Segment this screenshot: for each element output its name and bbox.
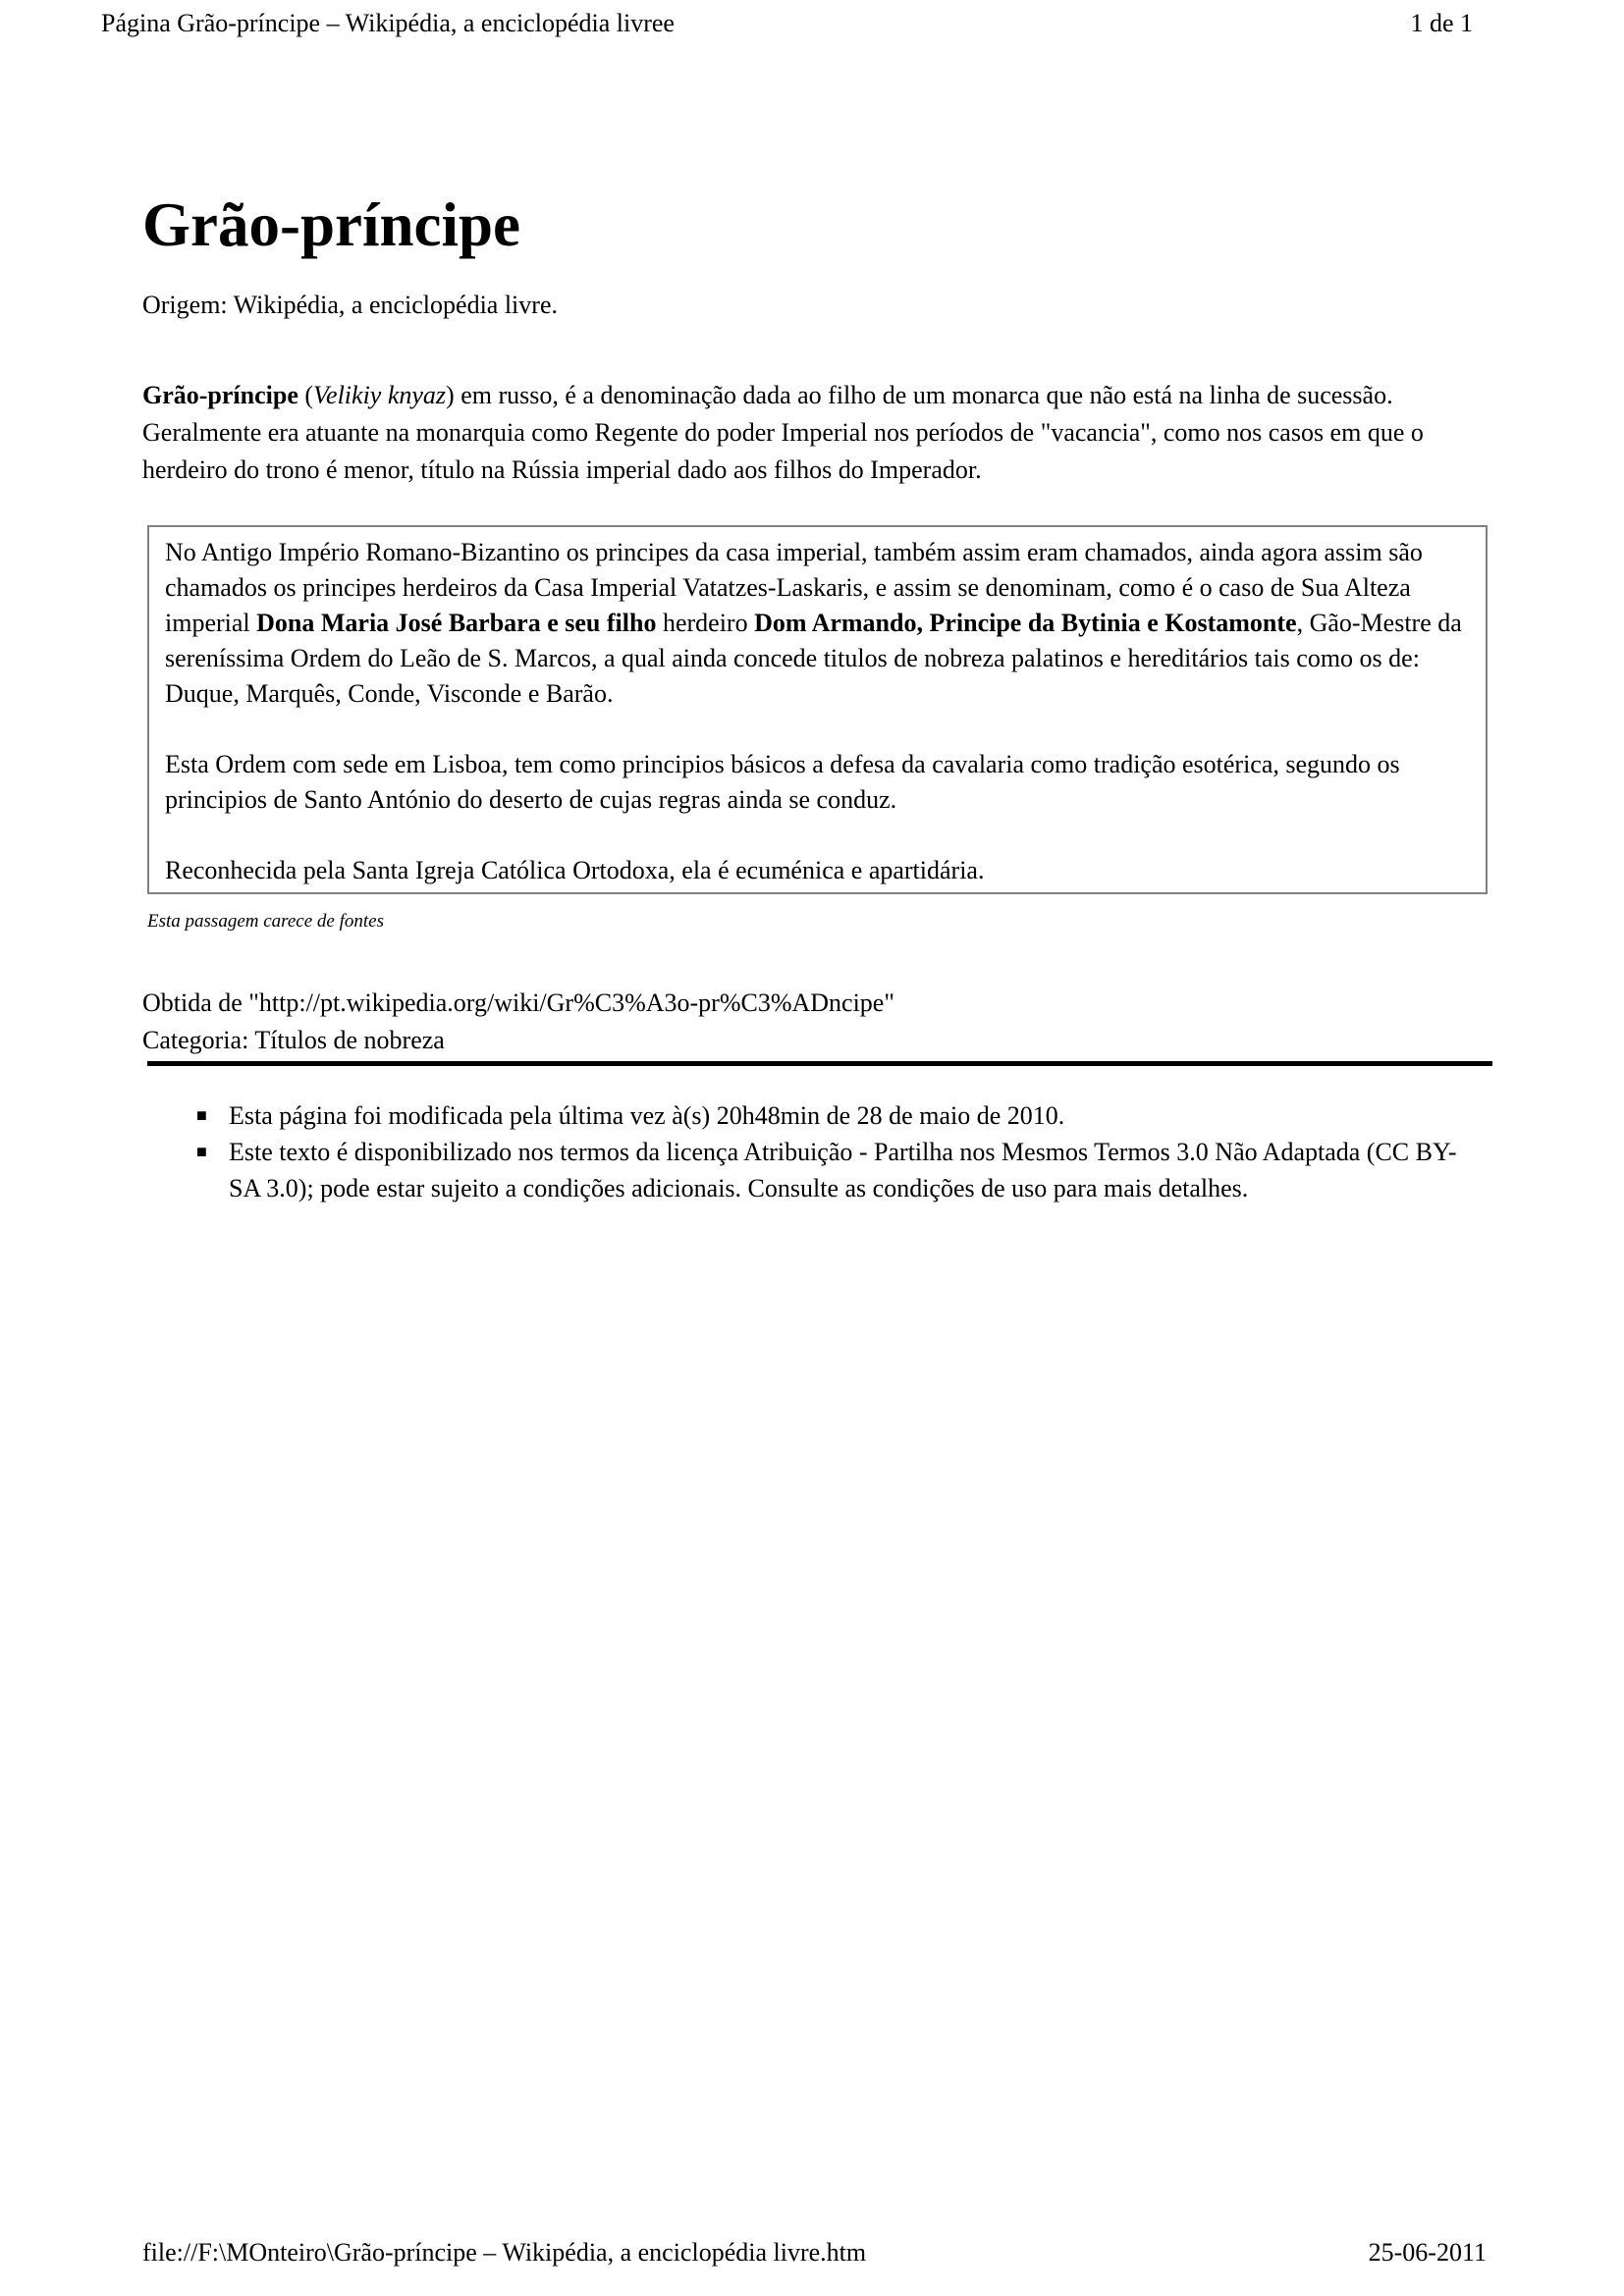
quote-paragraph-1: No Antigo Império Romano-Bizantino os principes da casa imperial, também assim eram chamados, ainda agora assim são chamados os principes herdeiros da Casa Imperial Vatatzes-Laskaris, e assim se denominam, como é o caso de Sua Alteza imperial Dona Maria José Barbara e seu filho herdeiro Dom Armando, Principe da Bytinia e Kostamonte, Gão-Mestre da sereníssima Ordem do Leão de S. Marcos, a qual ainda concede titulos de nobreza palatinos e hereditários tais como os de: Duque, Marquês, Conde, Visconde e Barão. [165,538,1462,708]
article-title: Grão-príncipe [142,190,520,259]
citation-needed-note: Esta passagem carece de fontes [147,911,384,932]
category-line: Categoria: Títulos de nobreza [142,1026,445,1054]
source-block [142,985,1483,1059]
unsourced-section-box [147,525,1488,894]
footnote-list [142,1097,1483,1206]
header-page-number: 1 de 1 [1410,9,1473,37]
square-bullet-icon: ■ [196,1105,207,1125]
square-bullet-icon: ■ [196,1142,207,1161]
quote-paragraph-2: Esta Ordem com sede em Lisboa, tem como principios básicos a defesa da cavalaria como tradição esotérica, segundo os principios de Santo António do deserto de cujas regras ainda se conduz. [165,750,1400,814]
quote-paragraph-3: Reconhecida pela Santa Igreja Católica Ortodoxa, ela é ecuménica e apartidária. [165,856,985,884]
article-content [142,192,1483,1206]
header-document-title: Página Grão-príncipe – Wikipédia, a enciclopédia livree [101,9,675,37]
origin-line: Origem: Wikipédia, a enciclopédia livre. [142,291,558,319]
print-footer [142,2237,1487,2269]
footnote-text: Este texto é disponibilizado nos termos da licença Atribuição - Partilha nos Mesmos Termos 3.0 Não Adaptada (CC BY-SA 3.0); pode estar sujeito a condições adicionais. Consulte as condições de uso para mais detalhes. [229,1138,1457,1202]
footnote-item [196,1134,1483,1206]
footer-date: 25-06-2011 [1368,2238,1487,2267]
obtained-from-line: Obtida de "http://pt.wikipedia.org/wiki/Gr%C3%A3o-pr%C3%ADncipe" [142,988,894,1017]
print-header [101,8,1473,39]
footnote-text: Esta página foi modificada pela última vez à(s) 20h48min de 28 de maio de 2010. [229,1101,1065,1130]
footnote-item [196,1097,1483,1134]
footer-file-path: file://F:\MOnteiro\Grão-príncipe – Wikipédia, a enciclopédia livre.htm [142,2238,867,2267]
intro-paragraph: Grão-príncipe (Velikiy knyaz) em russo, é a denominação dada ao filho de um monarca que não está na linha de sucessão. Geralmente era atuante na monarquia como Regente do poder Imperial nos períodos de "vacancia", como nos casos em que o herdeiro do trono é menor, título na Rússia imperial dado aos filhos do Imperador. [142,381,1424,484]
horizontal-rule [147,1061,1492,1066]
